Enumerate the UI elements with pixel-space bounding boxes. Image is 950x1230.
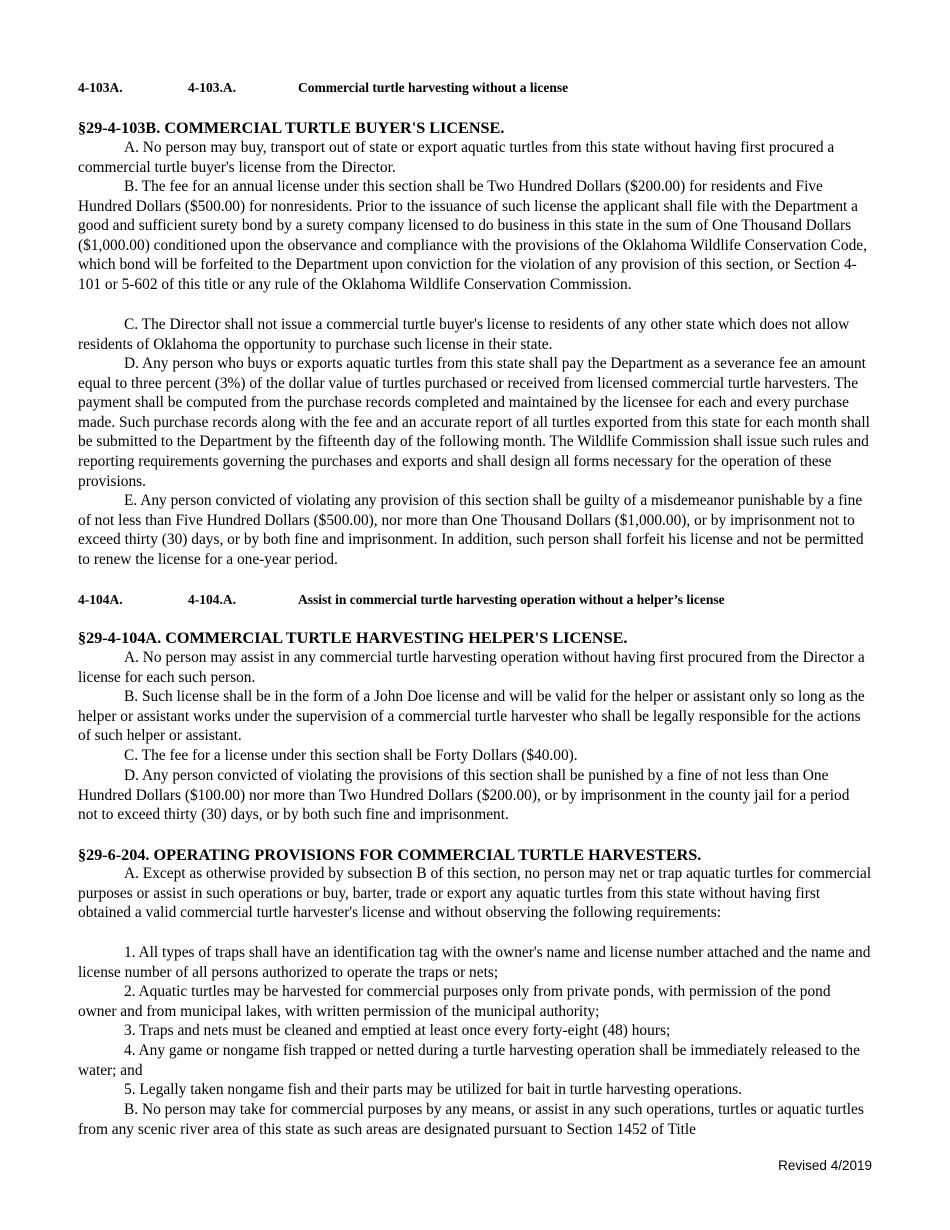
paragraph: 4. Any game or nongame fish trapped or netted during a turtle harvesting operation shall be immediately released to the water; and: [78, 1042, 860, 1079]
offense-code-alt: 4-104.A.: [188, 592, 236, 607]
paragraph: C. The fee for a license under this section shall be Forty Dollars ($40.00).: [124, 747, 578, 764]
paragraph: C. The Director shall not issue a commercial turtle buyer's license to residents of any other state which does not allow residents of Oklahoma the opportunity to purchase such license in their state.: [78, 316, 850, 353]
paragraph: A. No person may assist in any commercial turtle harvesting operation without having first procured from the Director a license for each such person.: [78, 649, 865, 686]
paragraph: 5. Legally taken nongame fish and their parts may be utilized for bait in turtle harvesting operations.: [124, 1081, 743, 1098]
paragraph: 2. Aquatic turtles may be harvested for commercial purposes only from private ponds, with permission of the pond owner and from municipal lakes, with written permission of the municipal authority;: [78, 983, 831, 1020]
offense-code: 4-104A.: [78, 592, 123, 607]
paragraph: A. Except as otherwise provided by subsection B of this section, no person may net or trap aquatic turtles for commercial purposes or assist in such operations or buy, barter, trade or export any aquatic turtles from this state without having first obtained a valid commercial turtle harvester's license and without observing the following requirements:: [78, 865, 872, 922]
revision-footer: Revised 4/2019: [778, 1158, 872, 1173]
paragraph: 1. All types of traps shall have an identification tag with the owner's name and license number attached and the name and license number of all persons authorized to operate the traps or nets;: [78, 944, 871, 981]
section-heading: §29-4-104A. COMMERCIAL TURTLE HARVESTING HELPER'S LICENSE.: [78, 629, 628, 647]
section-heading: §29-4-103B. COMMERCIAL TURTLE BUYER'S LICENSE.: [78, 119, 505, 137]
offense-code-alt: 4-103.A.: [188, 80, 236, 95]
paragraph: B. Such license shall be in the form of a John Doe license and will be valid for the helper or assistant only so long as the helper or assistant works under the supervision of a commercial turtle harvester who shall be legally responsible for the actions of such helper or assistant.: [78, 688, 865, 745]
paragraph: D. Any person convicted of violating the provisions of this section shall be punished by a fine of not less than One Hundred Dollars ($100.00) nor more than Two Hundred Dollars ($200.00), or by imprisonment in the county jail for a period not to exceed thirty (30) days, or by both such fine and imprisonment.: [78, 767, 850, 824]
paragraph: B. No person may take for commercial purposes by any means, or assist in any such operations, turtles or aquatic turtles from any scenic river area of this state as such areas are designated pursuant to Section 1452 of Title: [78, 1101, 864, 1138]
paragraph: 3. Traps and nets must be cleaned and emptied at least once every forty-eight (48) hours;: [124, 1022, 671, 1039]
offense-title: Commercial turtle harvesting without a license: [298, 80, 569, 95]
section-heading: §29-6-204. OPERATING PROVISIONS FOR COMMERCIAL TURTLE HARVESTERS.: [78, 846, 702, 864]
paragraph: B. The fee for an annual license under this section shall be Two Hundred Dollars ($200.00) for residents and Five Hundred Dollars ($500.00) for nonresidents. Prior to the issuance of such license the applicant shall file with the Department a good and sufficient surety bond by a surety company licensed to do business in this state in the sum of One Thousand Dollars ($1,000.00) conditioned upon the observance and compliance with the provisions of the Oklahoma Wildlife Conservation Code, which bond will be forfeited to the Department upon conviction for the violation of any provision of this section, or Section 4-101 or 5-602 of this title or any rule of the Oklahoma Wildlife Conservation Commission.: [78, 178, 867, 293]
paragraph: E. Any person convicted of violating any provision of this section shall be guilty of a misdemeanor punishable by a fine of not less than Five Hundred Dollars ($500.00), nor more than One Thousand Dollars ($1,000.00), or by imprisonment not to exceed thirty (30) days, or by both fine and imprisonment. In addition, such person shall forfeit his license and not be permitted to renew the license for a one-year period.: [78, 492, 864, 568]
paragraph: D. Any person who buys or exports aquatic turtles from this state shall pay the Department as a severance fee an amount equal to three percent (3%) of the dollar value of turtles purchased or received from licensed commercial turtle harvesters. The payment shall be computed from the purchase records completed and maintained by the licensee for each and every purchase made. Such purchase records along with the fee and an accurate report of all turtles exported from this state for each month shall be submitted to the Department by the fifteenth day of the following month. The Wildlife Commission shall issue such rules and reporting requirements governing the purchases and exports and shall design all forms necessary for the operation of these provisions.: [78, 355, 870, 490]
offense-code: 4-103A.: [78, 80, 123, 95]
paragraph: A. No person may buy, transport out of state or export aquatic turtles from this state without having first procured a commercial turtle buyer's license from the Director.: [78, 139, 835, 176]
offense-title: Assist in commercial turtle harvesting operation without a helper’s license: [298, 592, 725, 607]
